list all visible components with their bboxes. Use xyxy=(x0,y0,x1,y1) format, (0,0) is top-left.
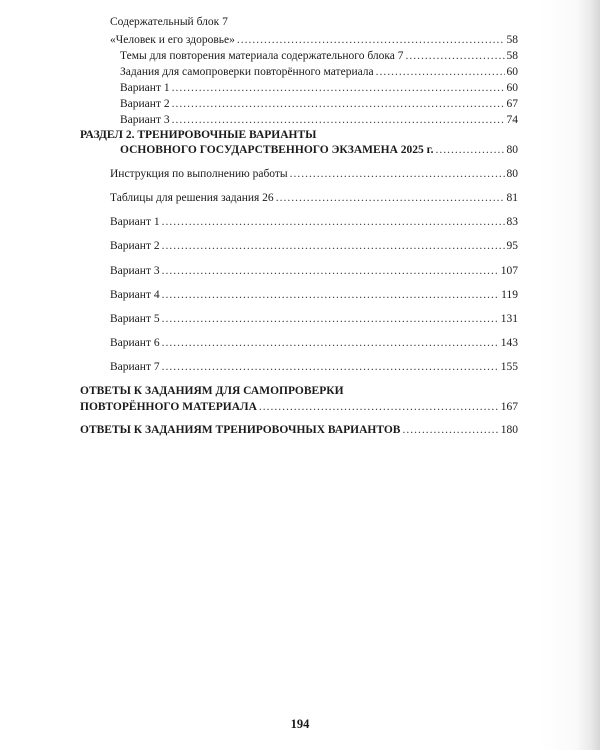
toc-entry-block7-subtitle[interactable] xyxy=(110,33,518,47)
toc-entry-label: Инструкция по выполнению работы xyxy=(110,168,288,180)
toc-entry-label: ОТВЕТЫ К ЗАДАНИЯМ ТРЕНИРОВОЧНЫХ ВАРИАНТОВ xyxy=(80,424,401,436)
toc-entry-label: Темы для повторения материала содержательного блока 7 xyxy=(120,50,404,62)
dot-leader xyxy=(237,33,505,47)
toc-entry-label: Вариант 3 xyxy=(120,114,170,126)
toc-entry[interactable] xyxy=(120,49,518,63)
section2-title-line1: РАЗДЕЛ 2. ТРЕНИРОВОЧНЫЕ ВАРИАНТЫ xyxy=(80,129,317,141)
toc-entry-answers-self-check[interactable] xyxy=(80,400,518,414)
toc-entry[interactable] xyxy=(120,81,518,95)
toc-entry-label: ОСНОВНОГО ГОСУДАРСТВЕННОГО ЭКЗАМЕНА 2025 г. xyxy=(120,144,434,156)
toc-entry-page: 131 xyxy=(500,313,518,325)
toc-entry-page: 58 xyxy=(506,34,518,46)
toc-entry[interactable] xyxy=(110,288,518,302)
toc-entry-page: 74 xyxy=(506,114,518,126)
dot-leader xyxy=(162,336,499,350)
toc-entry-page: 80 xyxy=(506,168,518,180)
dot-leader xyxy=(402,423,498,437)
block7-title: Содержательный блок 7 xyxy=(110,16,228,28)
toc-entry-section2[interactable] xyxy=(120,143,518,157)
toc-entry-label: Вариант 4 xyxy=(110,289,160,301)
toc-entry[interactable] xyxy=(110,191,518,205)
toc-entry-label: Вариант 1 xyxy=(120,82,170,94)
toc-entry-page: 180 xyxy=(500,424,518,436)
toc-entry-page: 60 xyxy=(506,66,518,78)
toc-entry[interactable] xyxy=(110,360,518,374)
toc-entry[interactable] xyxy=(120,97,518,111)
toc-entry[interactable] xyxy=(110,215,518,229)
toc-entry-page: 60 xyxy=(506,82,518,94)
toc-entry[interactable] xyxy=(110,167,518,181)
dot-leader xyxy=(406,49,505,63)
toc-entry-page: 143 xyxy=(500,337,518,349)
dot-leader xyxy=(172,113,505,127)
dot-leader xyxy=(290,167,505,181)
toc-entry-page: 107 xyxy=(500,265,518,277)
toc-entry-label: «Человек и его здоровье» xyxy=(110,34,235,46)
dot-leader xyxy=(435,143,504,157)
toc-entry[interactable] xyxy=(110,312,518,326)
page-edge-shadow xyxy=(540,0,600,750)
toc-entry-page: 95 xyxy=(506,240,518,252)
answers-self-check-title-line1: ОТВЕТЫ К ЗАДАНИЯМ ДЛЯ САМОПРОВЕРКИ xyxy=(80,385,344,397)
dot-leader xyxy=(162,239,505,253)
dot-leader xyxy=(162,288,500,302)
toc-entry-label: ПОВТОРЁННОГО МАТЕРИАЛА xyxy=(80,401,257,413)
toc-entry[interactable] xyxy=(120,113,518,127)
dot-leader xyxy=(162,215,505,229)
toc-entry[interactable] xyxy=(110,336,518,350)
toc-entry-label: Вариант 3 xyxy=(110,265,160,277)
toc-entry-label: Вариант 1 xyxy=(110,216,160,228)
toc-entry-label: Вариант 6 xyxy=(110,337,160,349)
dot-leader xyxy=(276,191,505,205)
toc-entry-page: 81 xyxy=(506,192,518,204)
toc-entry-answers-training[interactable] xyxy=(80,423,518,437)
toc-entry[interactable] xyxy=(110,239,518,253)
dot-leader xyxy=(162,312,499,326)
toc-entry-label: Задания для самопроверки повторённого материала xyxy=(120,66,374,78)
toc-entry-label: Вариант 2 xyxy=(120,98,170,110)
toc-entry-label: Таблицы для решения задания 26 xyxy=(110,192,274,204)
toc-entry-label: Вариант 5 xyxy=(110,313,160,325)
dot-leader xyxy=(376,65,505,79)
page-number: 194 xyxy=(290,717,310,731)
toc-entry-page: 83 xyxy=(506,216,518,228)
toc-entry[interactable] xyxy=(110,264,518,278)
toc-entry-page: 167 xyxy=(500,401,518,413)
toc-entry-page: 80 xyxy=(506,144,518,156)
dot-leader xyxy=(162,264,499,278)
toc-entry-page: 155 xyxy=(500,361,518,373)
toc-entry-label: Вариант 7 xyxy=(110,361,160,373)
toc-entry-page: 67 xyxy=(506,98,518,110)
toc-entry-label: Вариант 2 xyxy=(110,240,160,252)
dot-leader xyxy=(259,400,499,414)
toc-entry[interactable] xyxy=(120,65,518,79)
dot-leader xyxy=(172,97,505,111)
toc-entry-page: 58 xyxy=(506,50,518,62)
dot-leader xyxy=(172,81,505,95)
dot-leader xyxy=(162,360,499,374)
toc-entry-page: 119 xyxy=(501,289,518,301)
